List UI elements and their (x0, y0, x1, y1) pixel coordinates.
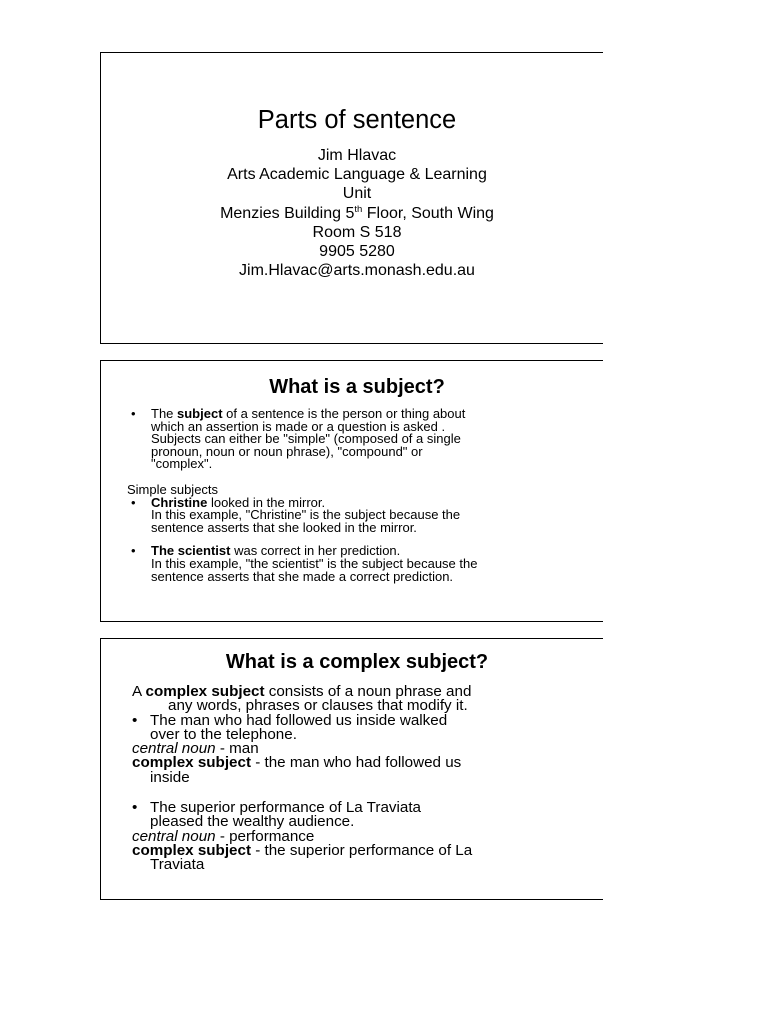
example-explanation-2: In this example, "the scientist" is the subject because the sentence asserts that she made a correct prediction. (151, 555, 478, 584)
slide-title (100, 52, 603, 344)
building-line: Menzies Building 5th Floor, South Wing (220, 203, 494, 222)
example-bullet-1: • Christine looked in the mirror. (127, 497, 597, 510)
email-line: Jim.Hlavac@arts.monash.edu.au (239, 262, 475, 280)
complex-example-bullet-1: • The man who had followed us inside walked over to the telephone. (132, 714, 602, 743)
unit-line-1: Arts Academic Language & Learning (227, 166, 487, 184)
slide-subject-heading: What is a subject? (269, 376, 445, 398)
slide-subject-body (127, 408, 597, 583)
central-noun-1: central noun - man (132, 740, 259, 758)
contact-block (101, 146, 613, 280)
phone-line: 9905 5280 (319, 243, 395, 261)
author-name: Jim Hlavac (317, 147, 397, 164)
complex-subject-1: complex subject - the man who had followed us inside (132, 754, 462, 786)
example-bullet-2: • The scientist was correct in her prediction. (127, 545, 597, 558)
room-line: Room S 518 (312, 223, 402, 241)
slide-complex-subject-body (132, 685, 602, 873)
simple-subjects-heading: Simple subjects (127, 481, 219, 497)
central-noun-2: central noun - performance (132, 827, 315, 845)
slide-complex-subject (100, 638, 603, 900)
slide-complex-subject-heading: What is a complex subject? (225, 651, 489, 673)
complex-example-bullet-2: • The superior performance of La Traviata pleased the wealthy audience. (132, 801, 602, 830)
example-explanation-1: In this example, "Christine" is the subject because the sentence asserts that she looked in the mirror. (151, 507, 461, 535)
subject-definition-bullet: • The subject of a sentence is the person or thing about which an assertion is made or a question is asked . Subjects can either be "simple" (composed of a single pronoun, noun or noun phrase), "compound" or "complex". (127, 408, 597, 471)
complex-subject-definition: A complex subject consists of a noun phrase and any words, phrases or clauses that modify it. (132, 683, 472, 715)
complex-subject-2: complex subject - the superior performance of La Traviata (132, 841, 473, 874)
slide-subject (100, 360, 603, 622)
unit-line-2: Unit (342, 185, 372, 203)
slide-title-heading: Parts of sentence (257, 106, 457, 134)
